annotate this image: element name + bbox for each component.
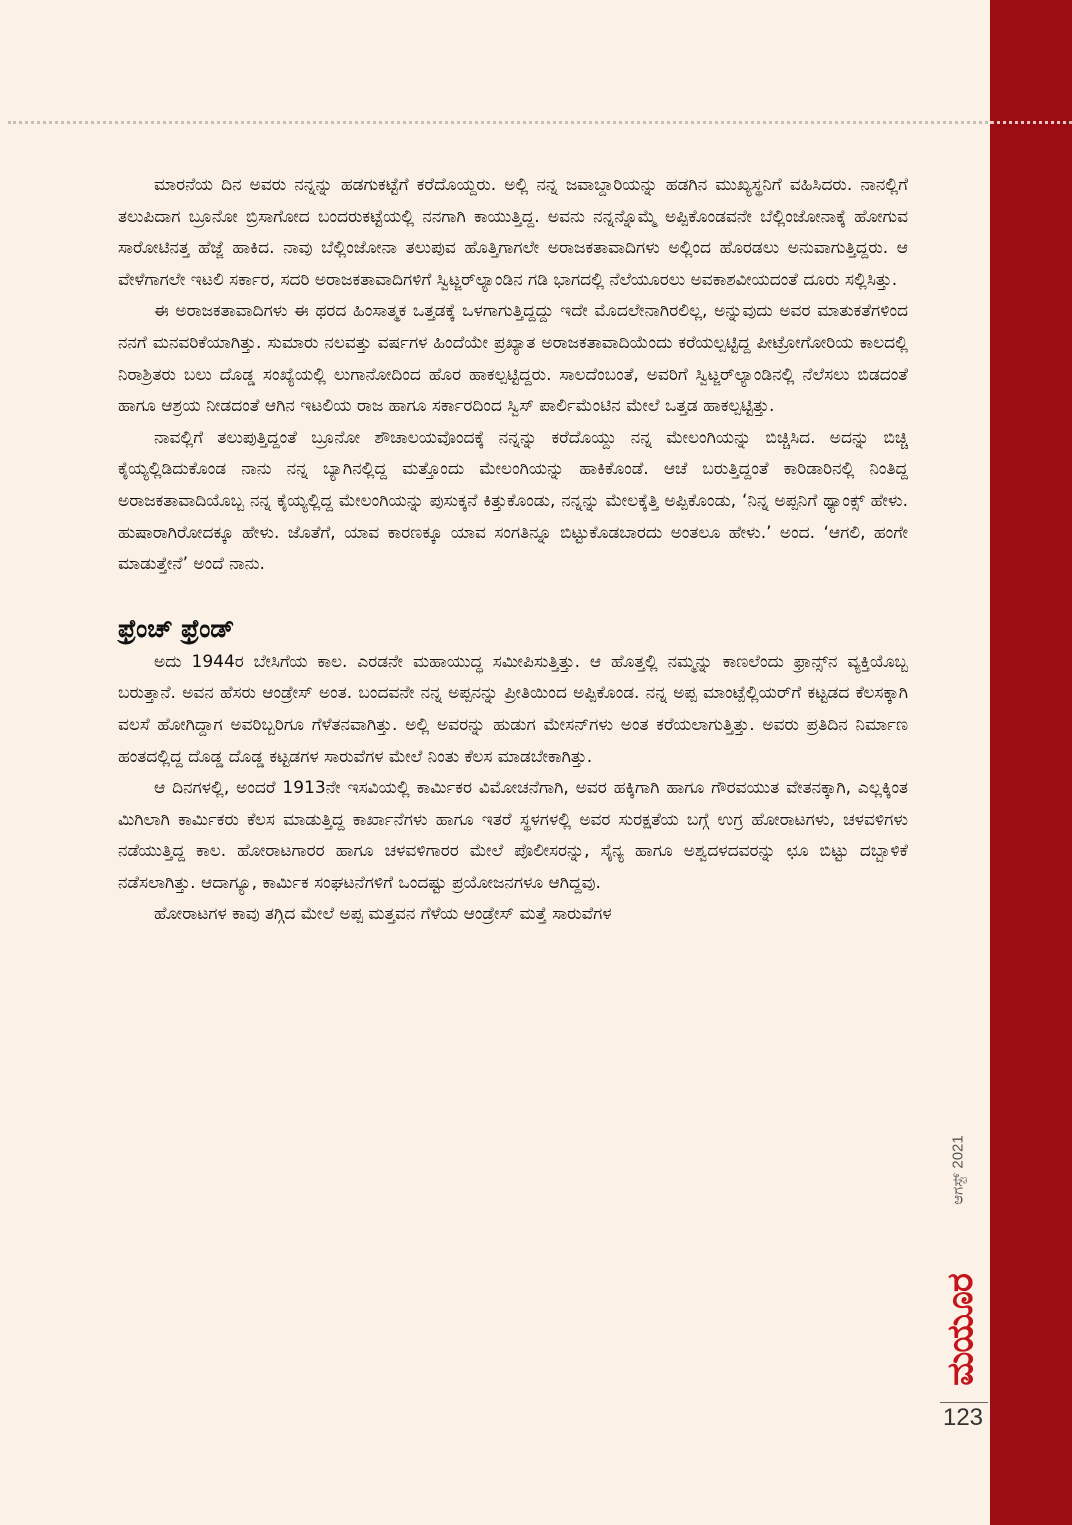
page-number: 123 <box>942 1404 984 1431</box>
page-number-rule <box>940 1402 988 1403</box>
paragraph: ಅದು 1944ರ ಬೇಸಿಗೆಯ ಕಾಲ. ಎರಡನೇ ಮಹಾಯುದ್ಧ ಸಮೀಪಿಸುತ್ತಿತ್ತು. ಆ ಹೊತ್ತಲ್ಲಿ ನಮ್ಮನ್ನು ಕಾಣಲೆಂದು ಫ್ರಾನ್ಸ್‌ನ ವ್ಯಕ್ತಿಯೊಬ್ಬ ಬರುತ್ತಾನೆ. ಅವನ ಹೆಸರು ಆಂಡ್ರೇಸ್ ಅಂತ. ಬಂದವನೇ ನನ್ನ ಅಪ್ಪನನ್ನು ಪ್ರೀತಿಯಿಂದ ಅಪ್ಪಿಕೊಂಡ. ನನ್ನ ಅಪ್ಪ ಮಾಂಟ್ಪೆಲ್ಲಿಯರ್‌ಗೆ ಕಟ್ಟಡದ ಕೆಲಸಕ್ಕಾಗಿ ವಲಸೆ ಹೋಗಿದ್ದಾಗ ಅವರಿಬ್ಬರಿಗೂ ಗೆಳೆತನವಾಗಿತ್ತು. ಅಲ್ಲಿ ಅವರನ್ನು ಹುಡುಗ ಮೇಸನ್‌ಗಳು ಅಂತ ಕರೆಯಲಾಗುತ್ತಿತ್ತು. ಅವರು ಪ್ರತಿದಿನ ನಿರ್ಮಾಣ ಹಂತದಲ್ಲಿದ್ದ ದೊಡ್ಡ ದೊಡ್ಡ ಕಟ್ಟಡಗಳ ಸಾರುವೆಗಳ ಮೇಲೆ ನಿಂತು ಕೆಲಸ ಮಾಡಬೇಕಾಗಿತ್ತು. <box>118 651 908 767</box>
paragraph: ನಾವಲ್ಲಿಗೆ ತಲುಪುತ್ತಿದ್ದಂತೆ ಬ್ರೂನೋ ಶೌಚಾಲಯವೊಂದಕ್ಕೆ ನನ್ನನ್ನು ಕರೆದೊಯ್ದು ನನ್ನ ಮೇಲಂಗಿಯನ್ನು ಬಿಚ್ಚಿಸಿದ. ಅದನ್ನು ಬಿಚ್ಚಿ ಕೈಯ್ಯಲ್ಲಿಡಿದುಕೊಂಡ ನಾನು ನನ್ನ ಬ್ಯಾಗಿನಲ್ಲಿದ್ದ ಮತ್ತೊಂದು ಮೇಲಂಗಿಯನ್ನು ಹಾಕಿಕೊಂಡೆ. ಆಚೆ ಬರುತ್ತಿದ್ದಂತೆ ಕಾರಿಡಾರಿನಲ್ಲಿ ನಿಂತಿದ್ದ ಅರಾಜಕತಾವಾದಿಯೊಬ್ಬ ನನ್ನ ಕೈಯ್ಯಲ್ಲಿದ್ದ ಮೇಲಂಗಿಯನ್ನು ಪುಸುಕ್ಕನೆ ಕಿತ್ತುಕೊಂಡು, ನನ್ನನ್ನು ಮೇಲಕ್ಕೆತ್ತಿ ಅಪ್ಪಿಕೊಂಡು, ‘ನಿನ್ನ ಅಪ್ಪನಿಗೆ ಥ್ಯಾಂಕ್ಸ್ ಹೇಳು. ಹುಷಾರಾಗಿರೋದಕ್ಕೂ ಹೇಳು. ಜೊತೆಗೆ, ಯಾವ ಕಾರಣಕ್ಕೂ ಯಾವ ಸಂಗತಿನ್ನೂ ಬಿಟ್ಟುಕೊಡಬಾರದು ಅಂತಲೂ ಹೇಳು.’ ಅಂದ. ‘ಆಗಲಿ, ಹಂಗೇ ಮಾಡುತ್ತೇನೆ’ ಅಂದೆ ನಾನು. <box>118 427 908 575</box>
magazine-logo: ಮಯೂರ <box>940 1274 981 1386</box>
section-heading: ಫ್ರೆಂಚ್ ಫ್ರೆಂಡ್ <box>118 613 235 643</box>
article-body <box>118 170 908 931</box>
header-dotted-rule-band <box>990 121 1066 124</box>
paragraph: ಈ ಅರಾಜಕತಾವಾದಿಗಳು ಈ ಥರದ ಹಿಂಸಾತ್ಮಕ ಒತ್ತಡಕ್ಕೆ ಒಳಗಾಗುತ್ತಿದ್ದದ್ದು ಇದೇ ಮೊದಲೇನಾಗಿರಲಿಲ್ಲ, ಅನ್ನುವುದು ಅವರ ಮಾತುಕತೆಗಳಿಂದ ನನಗೆ ಮನವರಿಕೆಯಾಗಿತ್ತು. ಸುಮಾರು ನಲವತ್ತು ವರ್ಷಗಳ ಹಿಂದೆಯೇ ಪ್ರಖ್ಯಾತ ಅರಾಜಕತಾವಾದಿಯೆಂದು ಕರೆಯಲ್ಪಟ್ಟಿದ್ದ ಪೀಟ್ರೋಗೋರಿಯ ಕಾಲದಲ್ಲಿ ನಿರಾಶ್ರಿತರು ಬಲು ದೊಡ್ಡ ಸಂಖ್ಯೆಯಲ್ಲಿ ಲುಗಾನೋದಿಂದ ಹೊರ ಹಾಕಲ್ಪಟ್ಟಿದ್ದರು. ಸಾಲದೆಂಬಂತೆ, ಅವರಿಗೆ ಸ್ವಿಟ್ಜರ್‌ಲ್ಯಾಂಡಿನಲ್ಲಿ ನೆಲೆಸಲು ಬಿಡದಂತೆ ಹಾಗೂ ಆಶ್ರಯ ನೀಡದಂತೆ ಆಗಿನ ಇಟಲಿಯ ರಾಜ ಹಾಗೂ ಸರ್ಕಾರದಿಂದ ಸ್ವಿಸ್ ಪಾರ್ಲಿಮೆಂಟಿನ ಮೇಲೆ ಒತ್ತಡ ಹಾಕಲ್ಪಟ್ಟಿತ್ತು. <box>118 301 908 417</box>
paragraph: ಆ ದಿನಗಳಲ್ಲಿ, ಅಂದರೆ 1913ನೇ ಇಸವಿಯಲ್ಲಿ ಕಾರ್ಮಿಕರ ವಿಮೋಚನೆಗಾಗಿ, ಅವರ ಹಕ್ಕಿಗಾಗಿ ಹಾಗೂ ಗೌರವಯುತ ವೇತನಕ್ಕಾಗಿ, ಎಲ್ಲಕ್ಕಿಂತ ಮಿಗಿಲಾಗಿ ಕಾರ್ಮಿಕರು ಕೆಲಸ ಮಾಡುತ್ತಿದ್ದ ಕಾರ್ಖಾನೆಗಳು ಹಾಗೂ ಇತರೆ ಸ್ಥಳಗಳಲ್ಲಿ ಅವರ ಸುರಕ್ಷತೆಯ ಬಗ್ಗೆ ಉಗ್ರ ಹೋರಾಟಗಳು, ಚಳವಳಿಗಳು ನಡೆಯುತ್ತಿದ್ದ ಕಾಲ. ಹೋರಾಟಗಾರರ ಹಾಗೂ ಚಳವಳಿಗಾರರ ಮೇಲೆ ಪೊಲೀಸರನ್ನು, ಸೈನ್ಯ ಹಾಗೂ ಅಶ್ವದಳದವರನ್ನು ಛೂ ಬಿಟ್ಟು ದಬ್ಬಾಳಿಕೆ ನಡೆಸಲಾಗಿತ್ತು. ಆದಾಗ್ಯೂ, ಕಾರ್ಮಿಕ ಸಂಘಟನೆಗಳಿಗೆ ಒಂದಷ್ಟು ಪ್ರಯೋಜನಗಳೂ ಆಗಿದ್ದವು. <box>118 778 908 893</box>
paragraph: ಹೋರಾಟಗಳ ಕಾವು ತಗ್ಗಿದ ಮೇಲೆ ಅಪ್ಪ ಮತ್ತವನ ಗೆಳೆಯ ಆಂಡ್ರೇಸ್ ಮತ್ತೆ ಸಾರುವೆಗಳ <box>154 904 612 925</box>
side-color-band <box>990 0 1072 1525</box>
paragraph: ಮಾರನೆಯ ದಿನ ಅವರು ನನ್ನನ್ನು ಹಡಗುಕಟ್ಟೆಗೆ ಕರೆದೊಯ್ದರು. ಅಲ್ಲಿ ನನ್ನ ಜವಾಬ್ದಾರಿಯನ್ನು ಹಡಗಿನ ಮುಖ್ಯಸ್ಥನಿಗೆ ವಹಿಸಿದರು. ನಾನಲ್ಲಿಗೆ ತಲುಪಿದಾಗ ಬ್ರೂನೋ ಬ್ರಿಸಾಗೋದ ಬಂದರುಕಟ್ಟೆಯಲ್ಲಿ ನನಗಾಗಿ ಕಾಯುತ್ತಿದ್ದ. ಅವನು ನನ್ನನ್ನೊಮ್ಮೆ ಅಪ್ಪಿಕೊಂಡವನೇ ಬೆಲ್ಲಿಂಜೋನಾಕ್ಕೆ ಹೋಗುವ ಸಾರೋಟಿನತ್ತ ಹೆಜ್ಜೆ ಹಾಕಿದ. ನಾವು ಬೆಲ್ಲಿಂಜೋನಾ ತಲುಪುವ ಹೊತ್ತಿಗಾಗಲೇ ಅರಾಜಕತಾವಾದಿಗಳು ಅಲ್ಲಿಂದ ಹೊರಡಲು ಅನುವಾಗುತ್ತಿದ್ದರು. ಆ ವೇಳೆಗಾಗಲೇ ಇಟಲಿ ಸರ್ಕಾರ, ಸದರಿ ಅರಾಜಕತಾವಾದಿಗಳಿಗೆ ಸ್ವಿಟ್ಜರ್‌ಲ್ಯಾಂಡಿನ ಗಡಿ ಭಾಗದಲ್ಲಿ ನೆಲೆಯೂರಲು ಅವಕಾಶವೀಯದಂತೆ ದೂರು ಸಲ್ಲಿಸಿತ್ತು. <box>118 175 908 290</box>
issue-date: ಆಗಸ್ಟ್ 2021 <box>949 1135 967 1205</box>
header-dotted-rule <box>8 121 1072 124</box>
